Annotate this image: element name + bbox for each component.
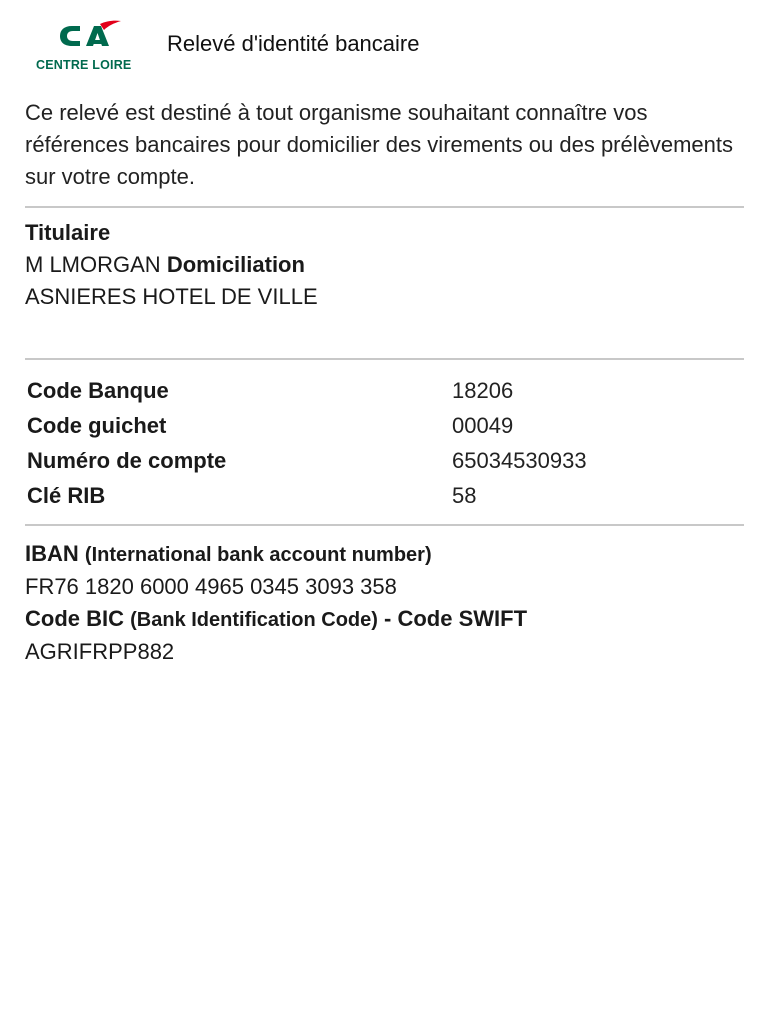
bic-label-detail: (Bank Identification Code) — [130, 609, 378, 631]
iban-label-detail: (International bank account number) — [84, 544, 432, 566]
divider — [25, 358, 744, 360]
code-row — [27, 373, 743, 408]
iban-label: IBAN — [25, 541, 79, 566]
code-row — [27, 408, 743, 443]
document-header — [34, 18, 734, 78]
ca-emblem-icon — [34, 18, 146, 58]
code-label: Clé RIB — [27, 483, 106, 508]
bank-codes-table — [27, 373, 743, 513]
code-row — [27, 443, 743, 478]
bic-label-suffix: - Code SWIFT — [384, 606, 528, 631]
divider — [25, 206, 744, 208]
code-value: 00049 — [452, 413, 514, 438]
titulaire-label: Titulaire — [25, 220, 111, 245]
bic-heading — [25, 603, 743, 636]
iban-value: FR76 1820 6000 4965 0345 3093 358 — [25, 574, 397, 599]
code-value: 58 — [452, 483, 477, 508]
code-value: 18206 — [452, 378, 514, 403]
code-label: Numéro de compte — [27, 448, 227, 473]
code-label: Code Banque — [27, 378, 169, 403]
holder-line — [25, 249, 743, 281]
intro-paragraph: Ce relevé est destiné à tout organisme souhaitant connaître vos références bancaires pour domicilier des virements ou des prélèvements sur votre compte. — [25, 100, 734, 189]
page-title: Relevé d'identité bancaire — [167, 31, 420, 56]
bic-label: Code BIC — [25, 606, 124, 631]
code-row — [27, 478, 743, 513]
divider — [25, 524, 744, 526]
domiciliation-value: ASNIERES HOTEL DE VILLE — [25, 284, 318, 309]
domiciliation-label: Domiciliation — [166, 252, 305, 277]
holder-section — [25, 217, 743, 313]
holder-name: M LMORGAN — [25, 252, 161, 277]
iban-bic-section — [25, 538, 743, 668]
code-label: Code guichet — [27, 413, 167, 438]
iban-heading — [25, 538, 743, 571]
bic-value: AGRIFRPP882 — [25, 639, 175, 664]
logo-subtitle: CENTRE LOIRE — [36, 58, 132, 72]
code-value: 65034530933 — [452, 448, 587, 473]
credit-agricole-logo — [34, 18, 146, 74]
